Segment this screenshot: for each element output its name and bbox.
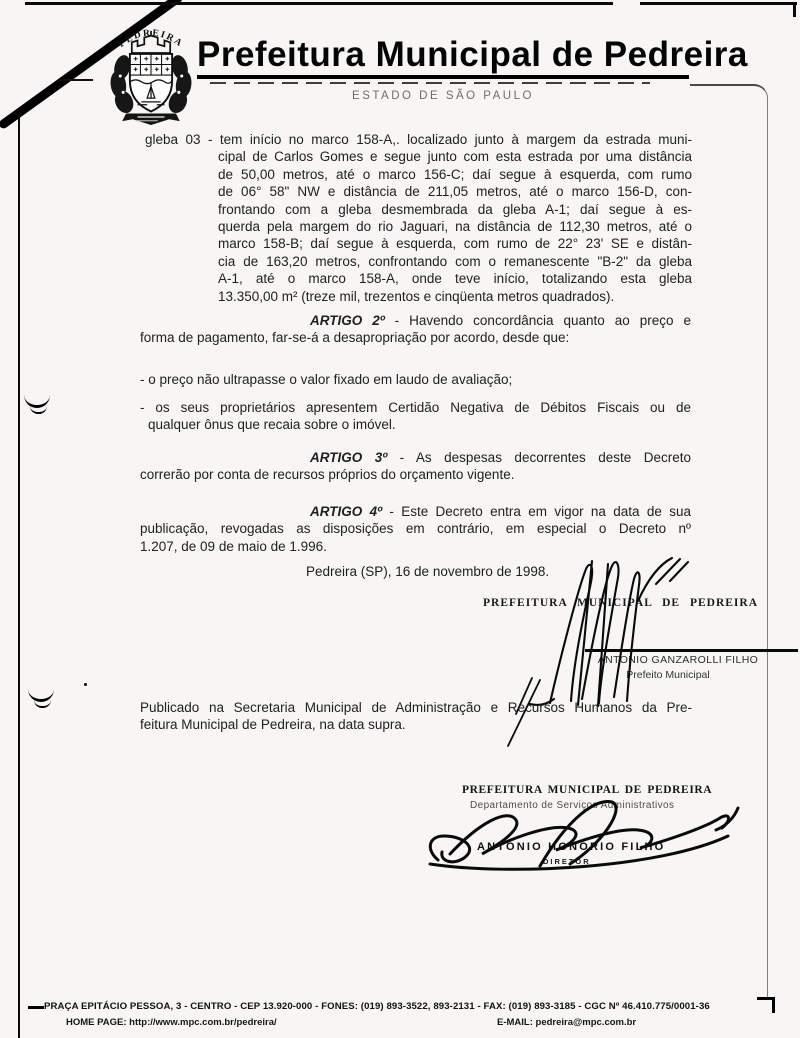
page-subtitle: ESTADO DE SÃO PAULO bbox=[352, 90, 534, 102]
text-line: cia de 163,20 metros, confrontando com o remanescente "B-2" da gleba bbox=[218, 253, 692, 269]
text-line: forma de pagamento, far-se-á a desapropriação por acordo, desde que: bbox=[140, 330, 570, 346]
clause-item bbox=[140, 399, 691, 434]
department-stamp-subtitle: Departamento de Serviços Administrativos bbox=[470, 800, 675, 811]
text-line: marco 158-B; daí segue à esquerda, com rumo de 22° 23' SE e distân- bbox=[218, 236, 692, 252]
mayor-stamp-title: PREFEITURA MUNICIPAL DE PEDREIRA bbox=[483, 597, 759, 609]
mayor-role: Prefeito Municipal bbox=[626, 669, 710, 681]
artigo-4-paragraph bbox=[140, 503, 691, 555]
footer-email-label: E-MAIL: bbox=[497, 1017, 533, 1028]
text-line bbox=[140, 312, 691, 329]
hole-punch-mark bbox=[34, 700, 51, 708]
director-name: ANTONIO HONORIO FILHO bbox=[477, 841, 666, 853]
text-line: querda pela margem do rio Jaguari, na distância de 112,30 metros, até o bbox=[218, 219, 692, 235]
footer-homepage-label: HOME PAGE: bbox=[66, 1017, 127, 1028]
artigo-text: - Este Decreto entra em vigor na data de sua bbox=[382, 504, 691, 519]
footer-corner-left bbox=[28, 1006, 44, 1009]
crest-shield bbox=[130, 54, 172, 112]
director-role: DIRETOR bbox=[543, 857, 591, 866]
text-line: publicação, revogadas as disposições em contrário, em especial o Decreto nº bbox=[140, 521, 691, 537]
artigo-text: - As despesas decorrentes deste Decreto bbox=[387, 450, 691, 465]
municipal-crest bbox=[103, 20, 199, 132]
mayor-name: ANTONIO GANZAROLLI FILHO bbox=[597, 654, 759, 666]
footer-homepage-url: http://www.mpc.com.br/pedreira/ bbox=[129, 1017, 277, 1028]
mayor-signature bbox=[520, 555, 700, 707]
publication-note bbox=[140, 699, 692, 734]
department-stamp-title: PREFEITURA MUNICIPAL DE PEDREIRA bbox=[462, 784, 713, 796]
text-line: qualquer ônus que recaia sobre o imóvel. bbox=[148, 417, 396, 433]
crest-banner bbox=[122, 113, 180, 125]
artigo-label: ARTIGO 2º bbox=[310, 313, 385, 328]
artigo-text: - Havendo concordância quanto ao preço e bbox=[384, 313, 691, 328]
page-border-top bbox=[25, 2, 613, 5]
footer-address: PRAÇA EPITÁCIO PESSOA, 3 - CENTRO - CEP 13.920-000 - FONES: (019) 893-3522, 893-2131 - FAX: (019) 893-3185 - CGC Nº 46.410.775/0001-36 bbox=[44, 1001, 710, 1012]
text-line: gleba 03 - tem início no marco 158-A,. localizado junto à margem da estrada muni- bbox=[145, 132, 692, 147]
text-line: frontando com a gleba desmembrada da gleba A-1; daí segue à es- bbox=[218, 201, 692, 217]
text-line: cipal de Carlos Gomes e segue junto com esta estrada por uma distância bbox=[218, 149, 692, 165]
title-underline-dashed bbox=[210, 82, 650, 84]
text-line: feitura Municipal de Pedreira, na data supra. bbox=[140, 717, 406, 733]
date-line: Pedreira (SP), 16 de novembro de 1998. bbox=[306, 564, 550, 579]
hole-punch-mark bbox=[30, 406, 47, 414]
text-line: A-1, até o marco 158-A, onde teve início, totalizando esta gleba bbox=[218, 271, 692, 287]
text-line: correrão por conta de recursos próprios do orçamento vigente. bbox=[140, 467, 515, 483]
page-border-tick bbox=[793, 2, 796, 17]
footer-email-value: pedreira@mpc.com.br bbox=[535, 1017, 637, 1028]
text-line: - os seus proprietários apresentem Certidão Negativa de Débitos Fiscais ou de bbox=[140, 400, 691, 415]
artigo-3-paragraph bbox=[140, 449, 691, 484]
page-title: Prefeitura Municipal de Pedreira bbox=[197, 35, 748, 74]
text-line: 1.207, de 09 de maio de 1.996. bbox=[140, 538, 327, 554]
text-line bbox=[140, 503, 691, 520]
text-line: 13.350,00 m² (treze mil, trezentos e cinqüenta metros quadrados). bbox=[218, 288, 615, 304]
director-signature bbox=[420, 796, 745, 876]
gleba-paragraph bbox=[145, 131, 692, 305]
text-line: de 06° 58" NW e distância de 211,05 metros, até o marco 156-D, con- bbox=[218, 184, 692, 200]
text-line: Publicado na Secretaria Municipal de Administração e Recursos Humanos da Pre- bbox=[140, 700, 692, 715]
title-underline bbox=[197, 75, 689, 79]
footer-homepage bbox=[66, 1017, 277, 1028]
scan-artifact-line bbox=[60, 79, 93, 81]
page-border-left bbox=[18, 114, 20, 1038]
clause-item: - o preço não ultrapasse o valor fixado em laudo de avaliação; bbox=[140, 372, 513, 387]
artigo-label: ARTIGO 3º bbox=[310, 450, 388, 465]
text-line: de 50,00 metros, até o marco 156-C; daí segue à esquerda, com rumo bbox=[218, 166, 692, 182]
artigo-2-paragraph bbox=[140, 312, 691, 347]
crest-arc-text: PEDREIRA bbox=[116, 27, 186, 50]
footer-email bbox=[497, 1017, 636, 1028]
artigo-label: ARTIGO 4º bbox=[310, 504, 383, 519]
page-border-top bbox=[640, 2, 797, 5]
text-line bbox=[140, 449, 691, 466]
scan-speck bbox=[84, 683, 87, 686]
